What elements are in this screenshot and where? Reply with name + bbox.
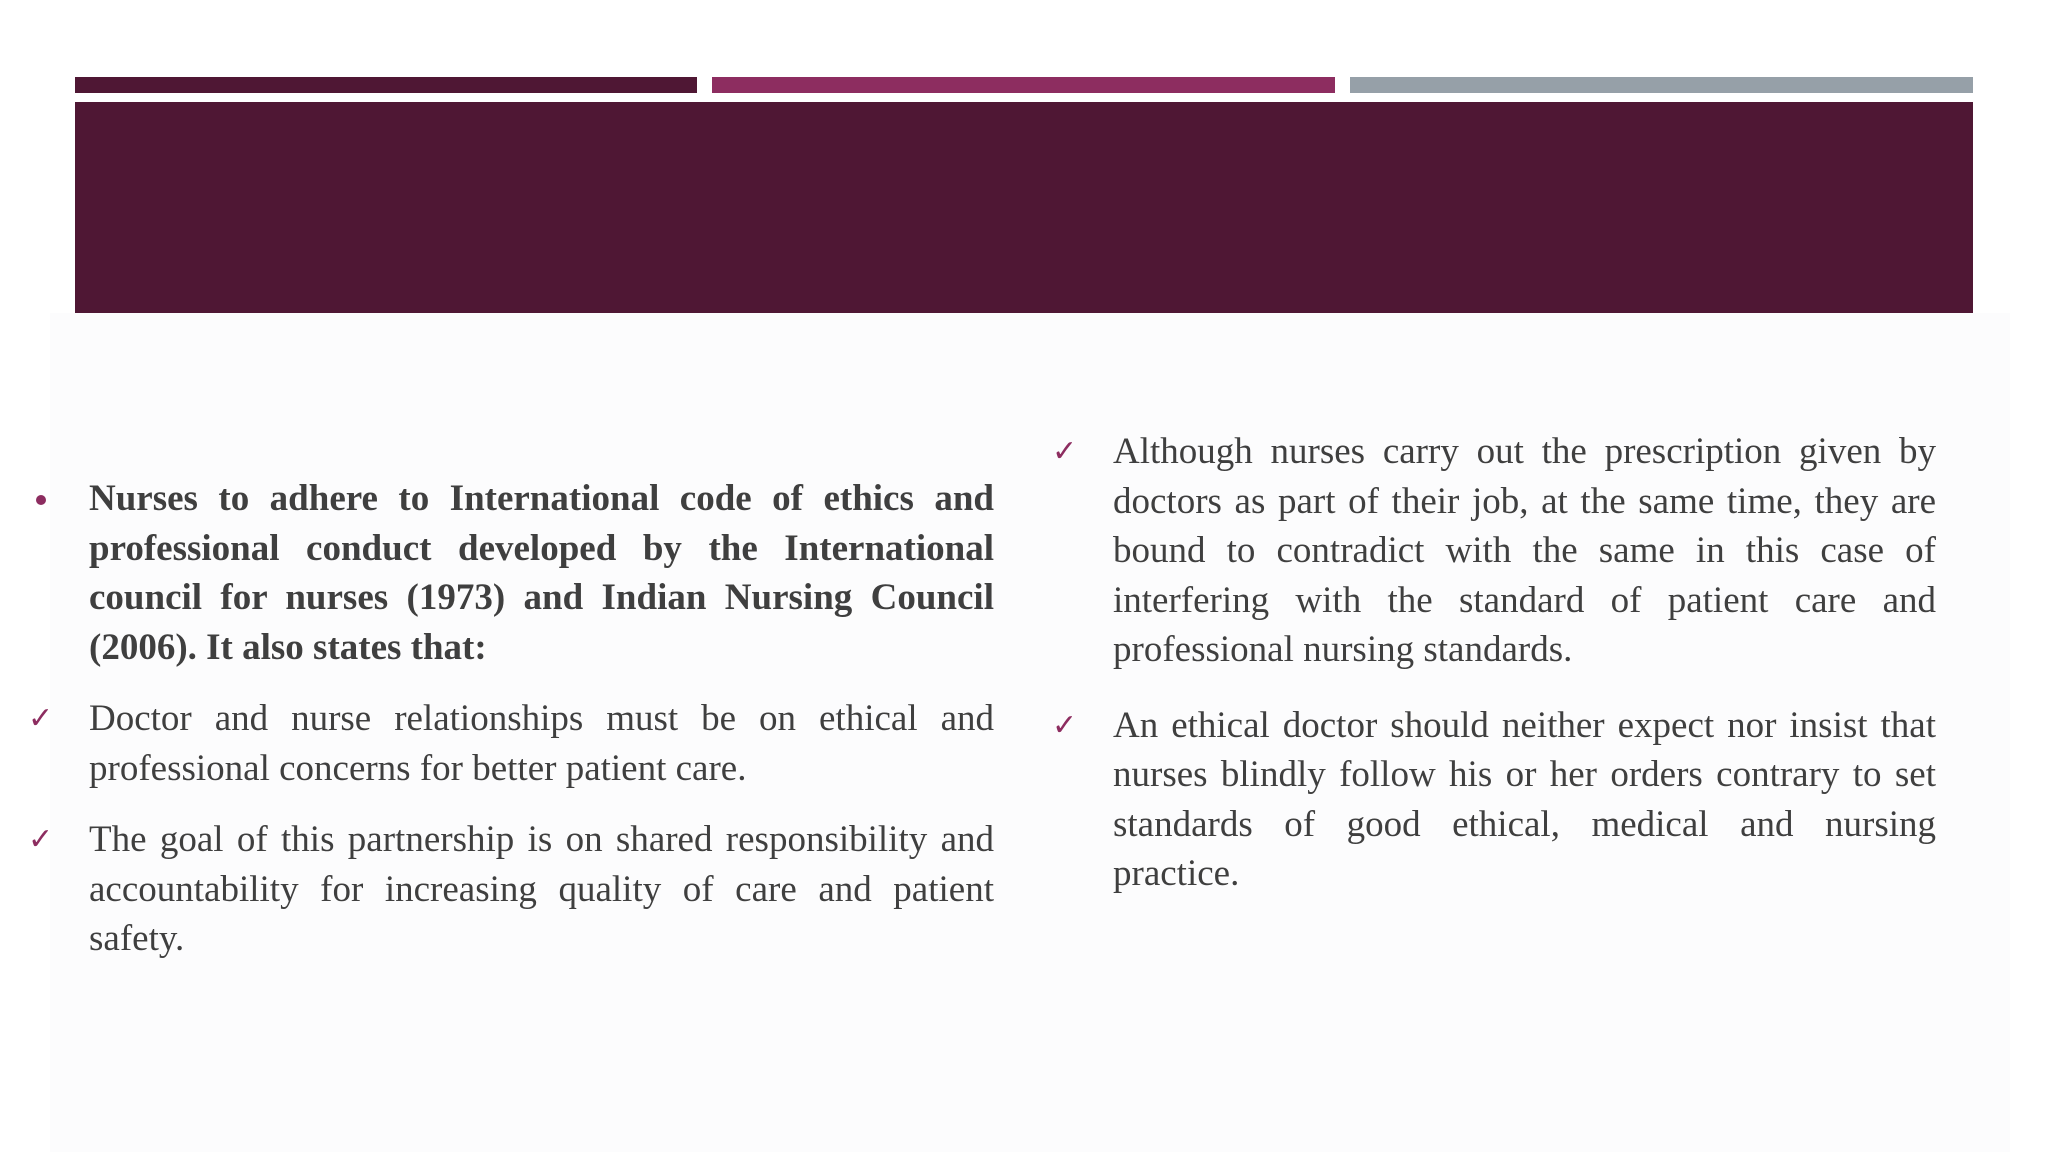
list-item-text: Doctor and nurse relationships must be on ethical and professional concerns for better patient care.: [89, 698, 994, 789]
list-item: [28, 815, 994, 964]
check-mark-icon: ✓: [28, 701, 54, 736]
list-item: [1052, 427, 1936, 675]
list-item-text: Although nurses carry out the prescription given by doctors as part of their job, at the same time, they are bound to contradict with the same in this case of interfering with the standard of patient care and professional nursing standards.: [1113, 431, 1936, 670]
check-mark-icon: ✓: [1052, 434, 1078, 469]
accent-bar-magenta: [712, 77, 1335, 93]
list-item: [28, 694, 994, 793]
list-item-text: Nurses to adhere to International code of ethics and professional conduct developed by the International council for nurses (1973) and Indian Nursing Council (2006). It also states that:: [89, 478, 994, 668]
check-mark-icon: ✓: [28, 822, 54, 857]
left-text-column: [28, 474, 994, 964]
list-item: [28, 474, 994, 672]
list-item-text: An ethical doctor should neither expect nor insist that nurses blindly follow his or her orders contrary to set standards of good ethical, medical and nursing practice.: [1113, 704, 1936, 894]
check-mark-icon: ✓: [1052, 707, 1078, 743]
list-item-text: The goal of this partnership is on shared responsibility and accountability for increasing quality of care and patient safety.: [89, 819, 994, 959]
accent-bar-gray: [1350, 77, 1973, 93]
bullet-dot-icon: [36, 495, 46, 505]
list-item: [1052, 701, 1936, 899]
right-text-column: [1052, 427, 1936, 899]
title-band: [75, 102, 1973, 313]
accent-bar-dark: [75, 77, 697, 93]
